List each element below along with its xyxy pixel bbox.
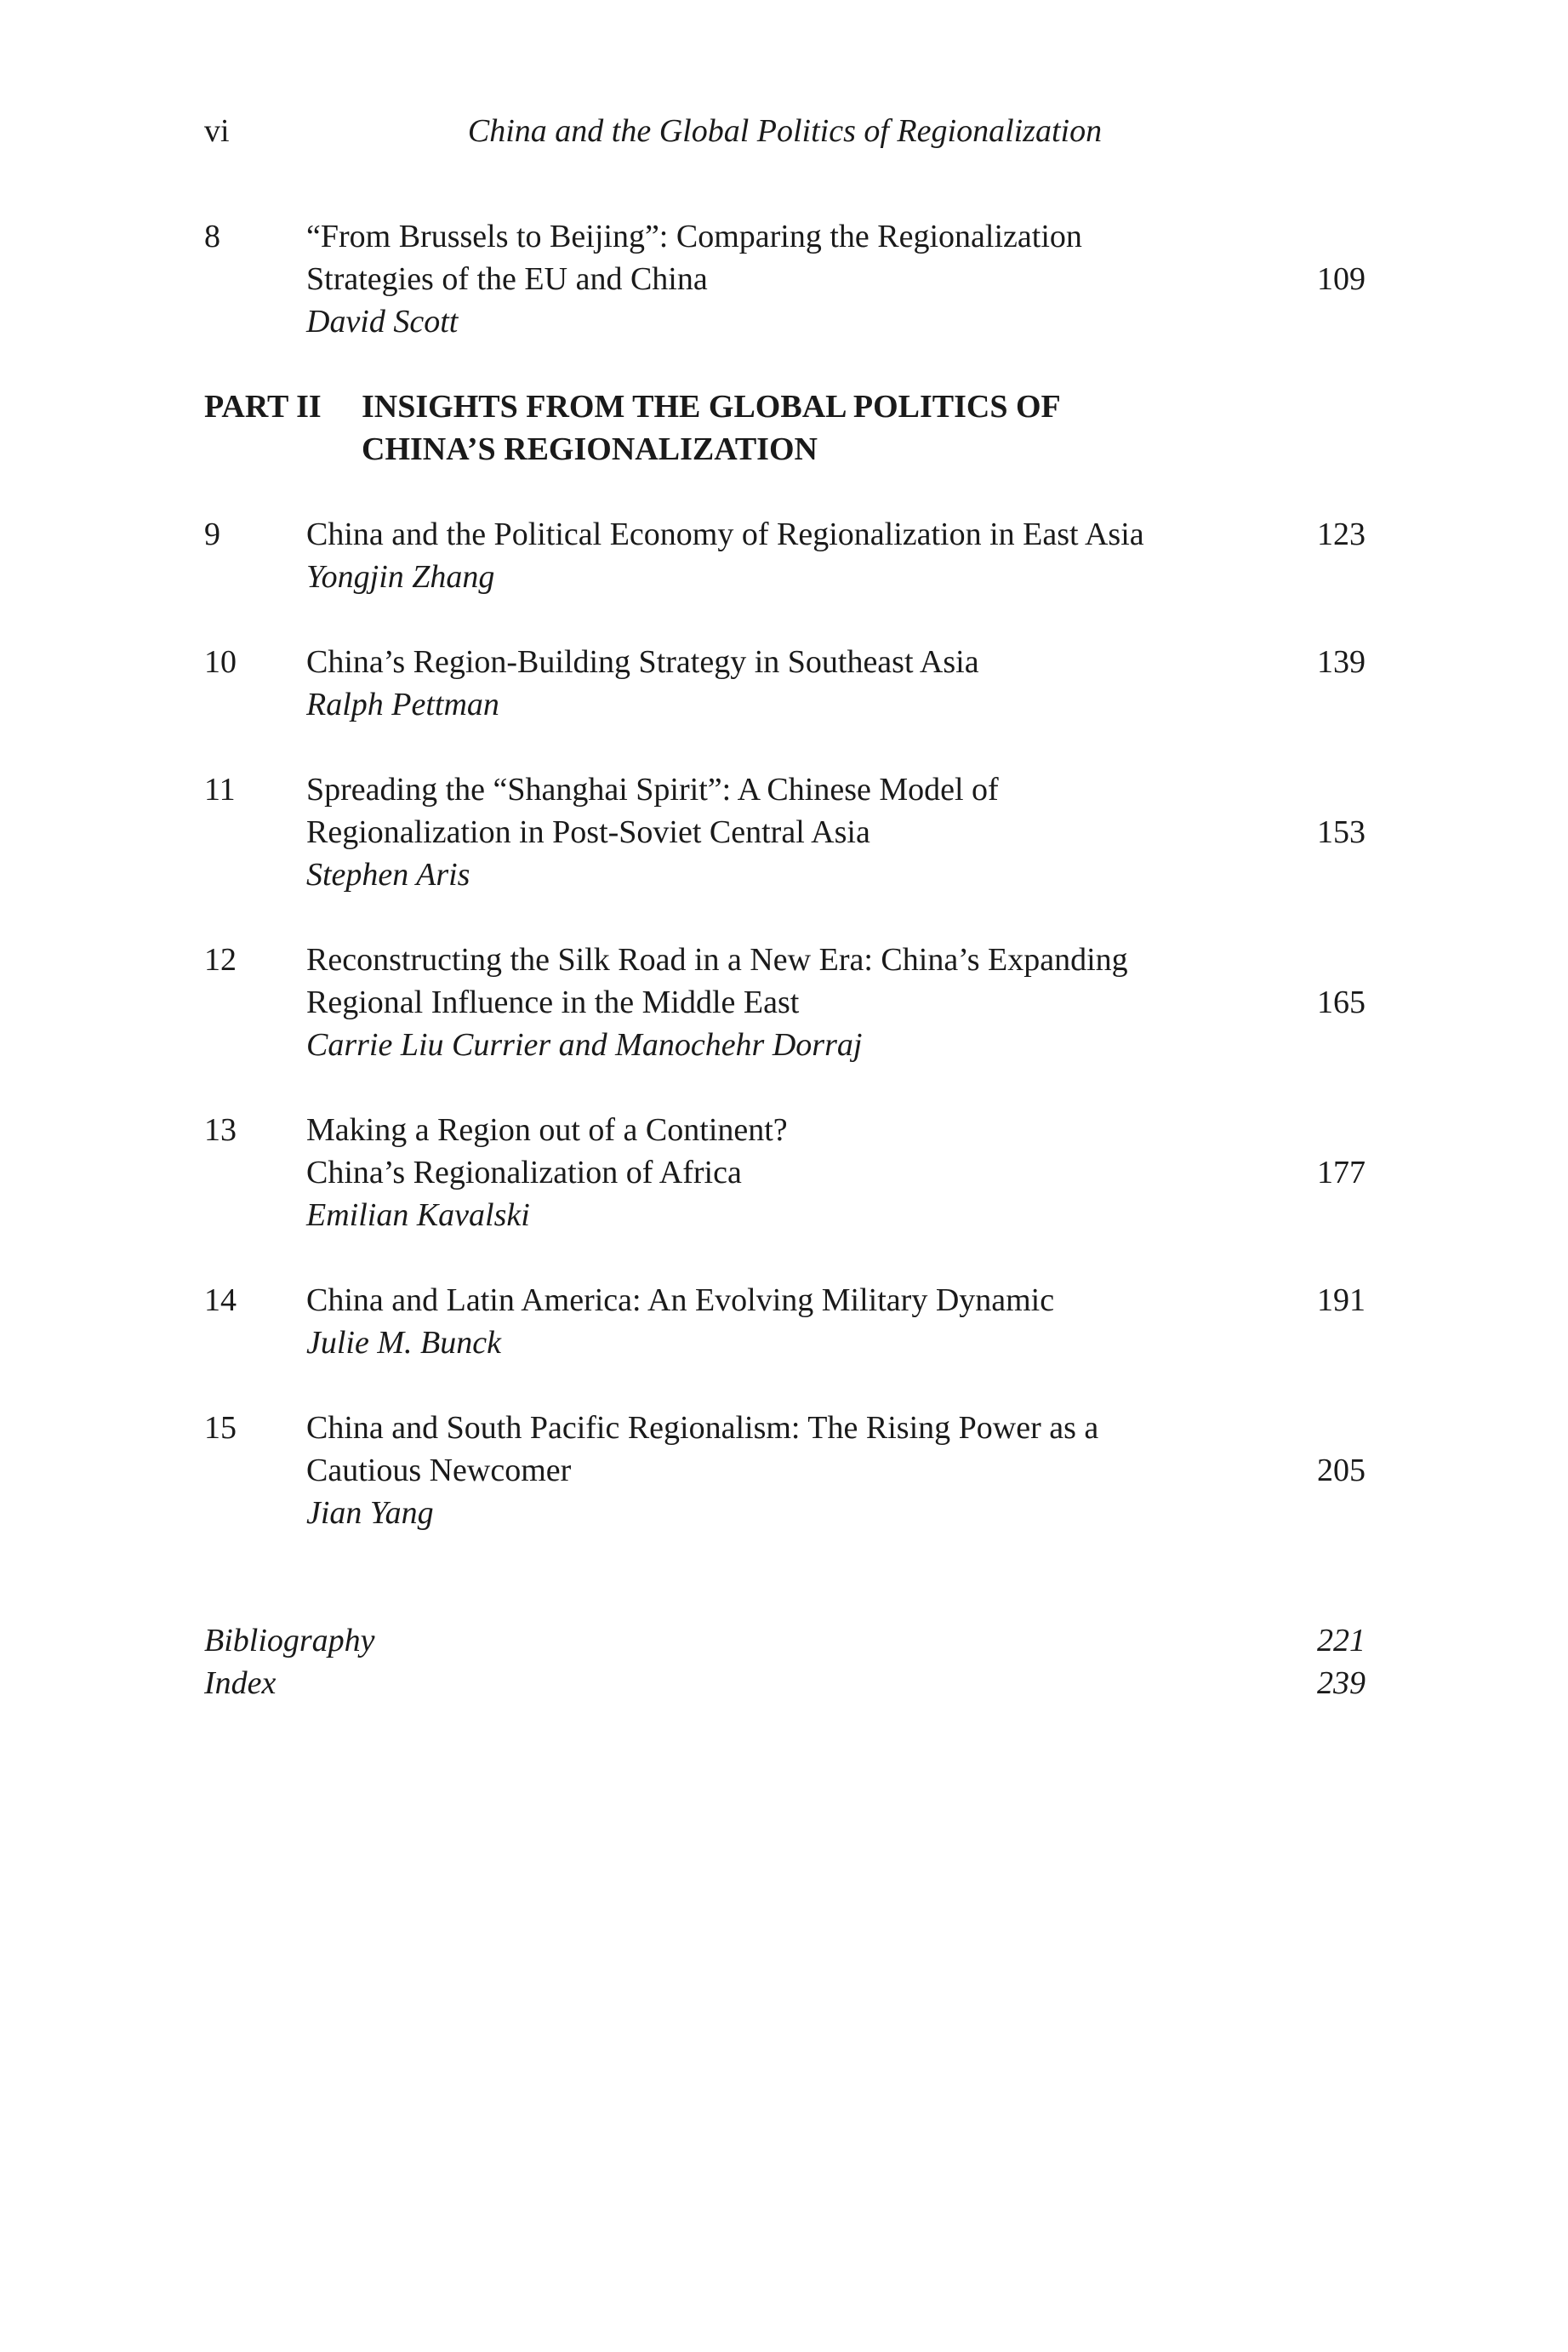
chapter-title-line: China and the Political Economy of Regionalization in East Asia <box>306 517 1144 552</box>
chapter-author: Stephen Aris <box>306 857 470 893</box>
chapter-body <box>306 1279 1225 1364</box>
part-label: PART II <box>204 389 322 425</box>
part-title <box>362 385 1061 471</box>
chapter-title-line: Spreading the “Shanghai Spirit”: A Chinese Model of <box>306 772 999 808</box>
chapter-title-line: China’s Region-Building Strategy in Southeast Asia <box>306 644 979 680</box>
chapter-page: 205 <box>1317 1453 1366 1488</box>
chapter-page: 191 <box>1317 1282 1366 1318</box>
chapter-author: Yongjin Zhang <box>306 559 495 595</box>
chapter-title-line: Cautious Newcomer <box>306 1453 572 1488</box>
chapter-number: 15 <box>204 1410 237 1446</box>
back-matter-page: 239 <box>1317 1665 1366 1701</box>
chapter-number: 9 <box>204 517 220 552</box>
chapter-author: Emilian Kavalski <box>306 1197 530 1233</box>
back-matter-label: Index <box>204 1665 277 1701</box>
chapter-title-line: “From Brussels to Beijing”: Comparing the Regionalization <box>306 219 1082 254</box>
chapter-body <box>306 1407 1225 1534</box>
chapter-author: Jian Yang <box>306 1495 434 1531</box>
chapter-page: 177 <box>1317 1155 1366 1190</box>
chapter-title-line: Regional Influence in the Middle East <box>306 985 800 1020</box>
chapter-number: 12 <box>204 942 237 978</box>
book-title: China and the Global Politics of Regionalization <box>467 113 1103 149</box>
chapter-author: Carrie Liu Currier and Manochehr Dorraj <box>306 1027 863 1063</box>
chapter-page: 109 <box>1317 261 1366 297</box>
chapter-title-line: Regionalization in Post-Soviet Central Asia <box>306 814 870 850</box>
chapter-title-line: Strategies of the EU and China <box>306 261 708 297</box>
chapter-body <box>306 513 1225 598</box>
chapter-page: 139 <box>1317 644 1366 680</box>
chapter-number: 8 <box>204 219 220 254</box>
chapter-body <box>306 768 1225 896</box>
chapter-author: Ralph Pettman <box>306 687 499 722</box>
chapter-page: 153 <box>1317 814 1366 850</box>
chapter-body <box>306 641 1225 726</box>
back-matter-page: 221 <box>1317 1623 1366 1658</box>
chapter-title-line: China and Latin America: An Evolving Military Dynamic <box>306 1282 1055 1318</box>
chapter-title-line: China and South Pacific Regionalism: The Rising Power as a <box>306 1410 1099 1446</box>
chapter-title-line: China’s Regionalization of Africa <box>306 1155 742 1190</box>
part-title-line: CHINA’S REGIONALIZATION <box>362 431 818 467</box>
chapter-page: 123 <box>1317 517 1366 552</box>
chapter-number: 11 <box>204 772 236 808</box>
chapter-body <box>306 939 1225 1066</box>
chapter-author: Julie M. Bunck <box>306 1325 501 1361</box>
chapter-number: 14 <box>204 1282 237 1318</box>
back-matter-label: Bibliography <box>204 1623 375 1658</box>
page-folio: vi <box>204 113 230 149</box>
chapter-number: 13 <box>204 1112 237 1148</box>
chapter-title-line: Reconstructing the Silk Road in a New Era: China’s Expanding <box>306 942 1128 978</box>
chapter-author: David Scott <box>306 304 459 340</box>
part-title-line: INSIGHTS FROM THE GLOBAL POLITICS OF <box>362 389 1061 425</box>
chapter-page: 165 <box>1317 985 1366 1020</box>
running-head <box>204 112 1366 155</box>
chapter-title-line: Making a Region out of a Continent? <box>306 1112 788 1148</box>
chapter-number: 10 <box>204 644 237 680</box>
chapter-body <box>306 1109 1225 1236</box>
chapter-body <box>306 215 1225 343</box>
